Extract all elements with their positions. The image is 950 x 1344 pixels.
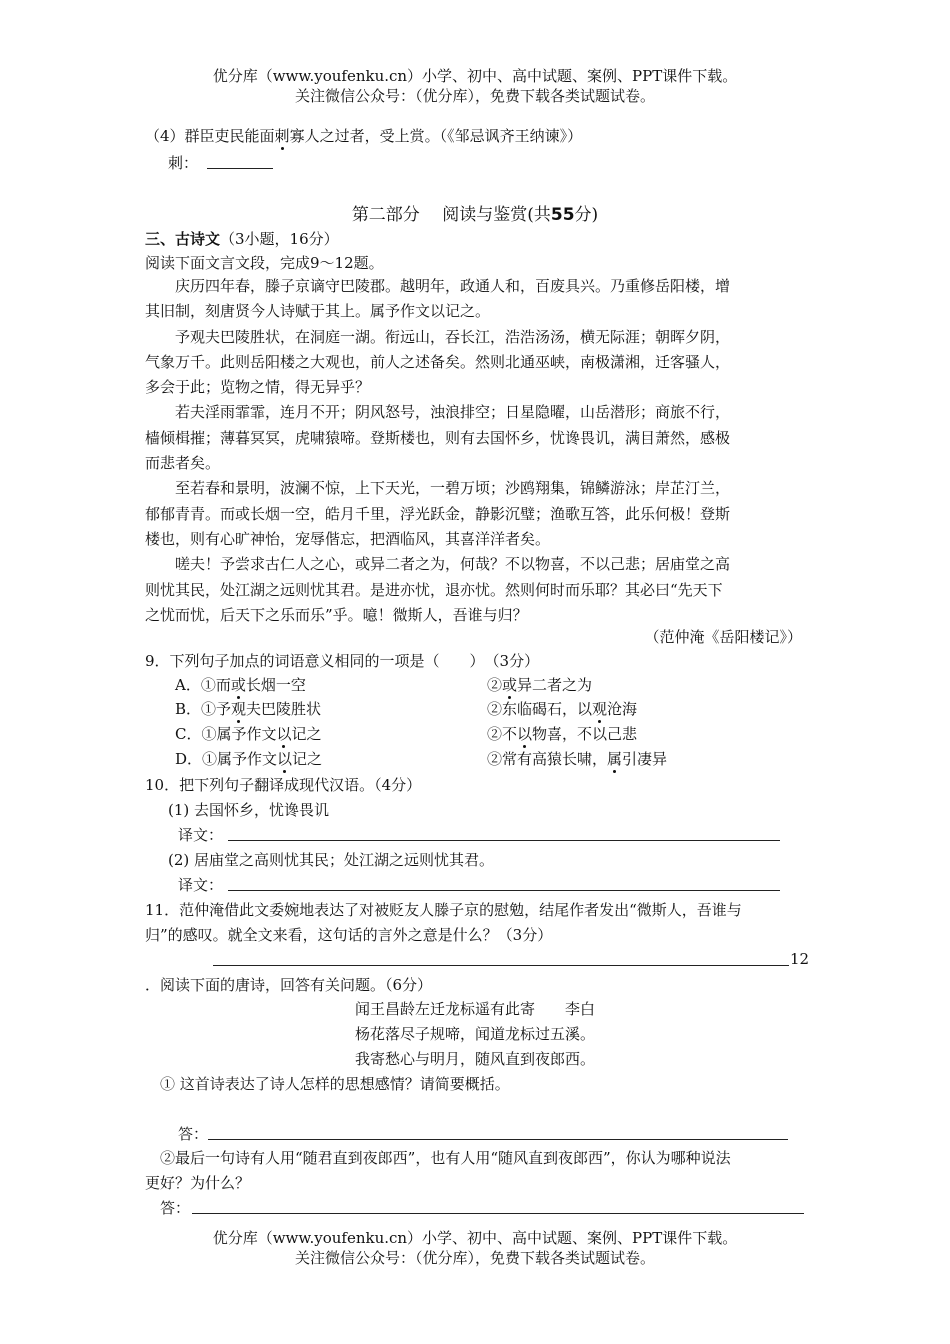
passage: [145, 274, 805, 628]
q4-answer-blank[interactable]: [207, 168, 273, 169]
passage-text: 则忧其民，处江湖之远则忧其君。是进亦忧，退亦忧。然则何时而乐耶？其必曰“先天下: [145, 580, 723, 599]
passage-line: [145, 502, 805, 527]
q12-sub-2a: ②最后一句诗有人用“随君直到夜郎西”，也有人用“随风直到夜郎西”，你认为哪种说法: [160, 1149, 731, 1167]
poem-title: 闻王昌龄左迁龙标遥有此寄 李白: [354, 1000, 595, 1018]
opt-text: 长烟一空: [245, 676, 306, 694]
passage-text: 樯倾楫摧；薄暮冥冥，虎啸猿啼。登斯楼也，则有去国怀乡，忧谗畏讥，满目萧然，感极: [145, 428, 731, 447]
opt-text: ②常有高猿长啸，: [487, 750, 608, 768]
q4-answer: [168, 152, 198, 173]
passage-text: 郁郁青青。而或长烟一空，皓月千里，浮光跃金，静影沉璧；渔歌互答，此乐何极！登斯: [145, 504, 731, 523]
q10-sentence-1: (1) 去国怀乡，忧谗畏讥: [168, 801, 330, 819]
q11-line-1: 11．范仲淹借此文委婉地表达了对被贬友人滕子京的慰勉，结尾作者发出“微斯人，吾谁与: [145, 901, 742, 919]
passage-text: 庆历四年春，滕子京谪守巴陵郡。越明年，政通人和，百废具兴。乃重修岳阳楼，增: [175, 277, 731, 295]
passage-line: [145, 299, 805, 324]
opt-text: 记之: [291, 725, 322, 743]
opt-text: B．①予: [175, 700, 232, 718]
section3-note: （3小题，16分）: [220, 230, 339, 248]
opt-text: 夫巴陵胜状: [246, 700, 322, 718]
q10-sentence-2: (2) 居庙堂之高则忧其民；处江湖之远则忧其君。: [168, 851, 495, 869]
opt-dotted: 或: [230, 676, 246, 694]
q10-label-1: 译文：: [178, 826, 224, 844]
passage-text: 嗟夫！予尝求古仁人之心，或异二者之为，何哉？不以物喜，不以己悲；居庙堂之高: [175, 555, 731, 574]
section3-heading: 三、古诗文: [145, 230, 221, 248]
passage-text: 而悲者矣。: [145, 454, 221, 473]
part2-score-num: 55: [550, 205, 575, 225]
opt-text: D．①属予作文: [175, 750, 278, 768]
poem-line-1: 杨花落尽子规啼，闻道龙标过五溪。: [354, 1025, 595, 1043]
q12-answer-label-2: 答：: [160, 1199, 191, 1217]
opt-dotted: 以: [517, 725, 533, 743]
section3-intro: 阅读下面文言文段，完成9～12题。: [145, 254, 384, 272]
q12-sub-2b: 更好？为什么？: [145, 1174, 251, 1192]
opt-dotted: 以: [277, 750, 293, 768]
opt-text: 引凄异: [622, 750, 668, 768]
part2-score-open: (共: [527, 205, 551, 225]
q12-stem: ．阅读下面的唐诗，回答有关问题。（6分）: [145, 976, 433, 994]
footer-line-2: 关注微信公众号：（优分库），免费下载各类试题试卷。: [294, 1249, 655, 1267]
q12-answer-line-2[interactable]: [192, 1213, 804, 1214]
passage-line: [145, 375, 805, 400]
q9-option-a1[interactable]: [175, 674, 306, 695]
opt-text: 物喜，不以己悲: [532, 725, 638, 743]
passage-text: 至若春和景明，波澜不惊，上下天光，一碧万顷；沙鸥翔集，锦鳞游泳；岸芷汀兰，: [175, 479, 731, 498]
q11-line-2: 归”的感叹。就全文来看，这句话的言外之意是什么？（3分）: [145, 926, 553, 944]
q9-option-d1[interactable]: [175, 748, 322, 769]
header-line-2: 关注微信公众号：（优分库），免费下载各类试题试卷。: [294, 87, 655, 105]
passage-line: [145, 400, 805, 425]
q4-pre: （4）群臣吏民能面: [145, 127, 275, 145]
footer-line-1: 优分库（www.youfenku.cn）小学、初中、高中试题、案例、PPT课件下载。: [212, 1229, 738, 1247]
passage-text: 楼也，则有心旷神怡，宠辱偕忘，把酒临风，其喜洋洋者矣。: [145, 529, 551, 548]
q4-dotted-char: 刺: [274, 127, 290, 145]
passage-line: [145, 552, 805, 577]
opt-dotted: 观: [231, 700, 247, 718]
passage-line: [145, 603, 805, 628]
opt-text: C．①属予作文: [175, 725, 277, 743]
part2-score-close: 分): [574, 205, 599, 225]
opt-text: 异二者之为: [517, 676, 593, 694]
part2-title: [0, 200, 950, 225]
q9-option-a2: [487, 674, 592, 695]
q4-sentence: [145, 125, 582, 146]
q10-label-2: 译文：: [178, 876, 224, 894]
section3-heading-row: [145, 228, 339, 249]
q10-answer-line-2[interactable]: [228, 890, 780, 891]
passage-text: 予观夫巴陵胜状，在洞庭一湖。衔远山，吞长江，浩浩汤汤，横无际涯；朝晖夕阴，: [175, 327, 731, 346]
passage-source: （范仲淹《岳阳楼记》）: [644, 628, 802, 646]
q10-answer-line-1[interactable]: [228, 840, 780, 841]
q9-option-d2: [487, 748, 667, 769]
passage-line: [145, 274, 805, 299]
q12-answer-label-1: 答：: [178, 1125, 209, 1143]
header-line-1: 优分库（www.youfenku.cn）小学、初中、高中试题、案例、PPT课件下载。: [212, 67, 738, 85]
q9-option-c2: [487, 723, 637, 744]
passage-text: 气象万千。此则岳阳楼之大观也，前人之述备矣。然则北通巫峡，南极潇湘，迁客骚人，: [145, 352, 731, 371]
q9-stem: 9．下列句子加点的词语意义相同的一项是（ ） （3分）: [145, 652, 540, 670]
opt-text: ②不: [487, 725, 518, 743]
passage-text: 之忧而忧，后天下之乐而乐”乎。噫！微斯人，吾谁与归？: [145, 605, 528, 624]
q12-answer-line-1[interactable]: [208, 1139, 788, 1140]
passage-line: [145, 476, 805, 501]
passage-text: 多会于此；览物之情，得无异乎？: [145, 378, 371, 397]
q11-answer-line[interactable]: [213, 965, 789, 966]
q4-post: 寡人之过者，受上赏。（《邹忌讽齐王纳谏》）: [289, 127, 583, 145]
opt-text: 记之: [292, 750, 323, 768]
passage-line: [145, 426, 805, 451]
q12-number: 12: [790, 950, 810, 968]
q12-sub-1: ① 这首诗表达了诗人怎样的思想感情？请简要概括。: [160, 1075, 510, 1093]
passage-line: [145, 527, 805, 552]
opt-text: ②东临碣石，以: [487, 700, 593, 718]
passage-line: [145, 578, 805, 603]
passage-line: [145, 350, 805, 375]
q10-stem: 10．把下列句子翻译成现代汉语。（4分）: [145, 776, 422, 794]
opt-text: 沧海: [607, 700, 638, 718]
passage-line: [145, 325, 805, 350]
passage-text: 其旧制，刻唐贤今人诗赋于其上。属予作文以记之。: [145, 302, 491, 321]
opt-dotted: 观: [592, 700, 608, 718]
opt-text: A．①而: [175, 676, 231, 694]
q9-option-b2: [487, 698, 637, 719]
opt-dotted: 属: [607, 750, 623, 768]
opt-dotted: 或: [502, 676, 518, 694]
q9-option-b1[interactable]: [175, 698, 321, 719]
part2-title-text: 第二部分 阅读与鉴赏: [351, 205, 528, 225]
opt-text: ②: [487, 676, 503, 694]
passage-line: [145, 451, 805, 476]
q9-option-c1[interactable]: [175, 723, 322, 744]
passage-text: 若夫淫雨霏霏，连月不开；阴风怒号，浊浪排空；日星隐曜，山岳潜形；商旅不行，: [175, 403, 731, 422]
poem-line-2: 我寄愁心与明月，随风直到夜郎西。: [354, 1050, 595, 1068]
q4-answer-label: 刺：: [168, 154, 199, 172]
opt-dotted: 以: [276, 725, 292, 743]
